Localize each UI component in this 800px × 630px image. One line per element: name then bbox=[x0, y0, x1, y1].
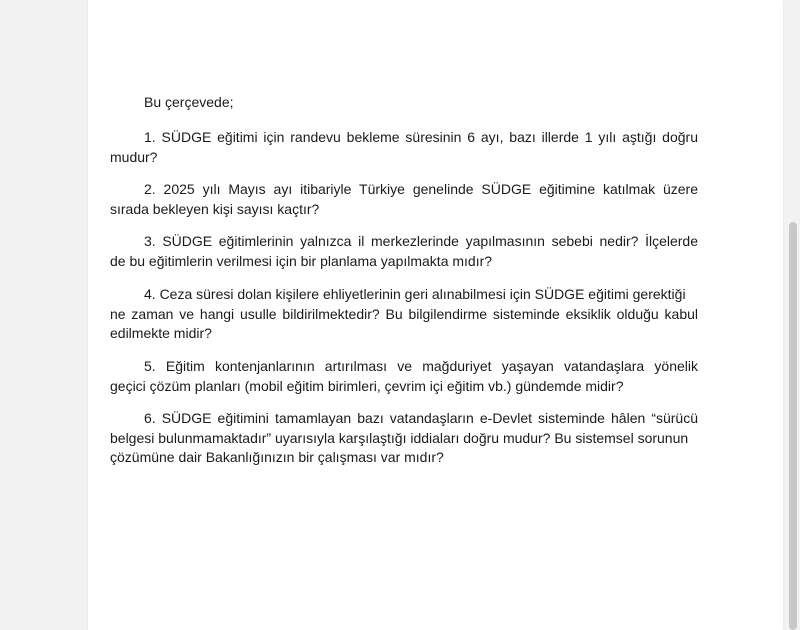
question-4-line-1: 4. Ceza süresi dolan kişilere ehliyetlerinin geri alınabilmesi için SÜDGE eğitimi gerektiği bbox=[144, 286, 686, 302]
question-1-line-2: mudur? bbox=[110, 148, 158, 165]
question-6-line-2: belgesi bulunmamaktadır” uyarısıyla karşılaştığı iddiaları doğru mudur? Bu sistemsel sorunun bbox=[110, 429, 689, 446]
question-3-line-2: de bu eğitimlerin verilmesi için bir planlama yapılmakta mıdır? bbox=[110, 252, 493, 269]
scrollbar-thumb[interactable] bbox=[789, 222, 797, 630]
question-2 bbox=[110, 180, 698, 219]
question-2-line-2: sırada bekleyen kişi sayısı kaçtır? bbox=[110, 200, 320, 217]
question-1-line-1: 1. SÜDGE eğitimi için randevu bekleme süresinin 6 ayı, bazı illerde 1 yılı aştığı doğru bbox=[144, 129, 698, 145]
question-4-line-2: ne zaman ve hangi usulle bildirilmektedir? Bu bilgilendirme sisteminde eksiklik olduğu kabul bbox=[110, 305, 698, 322]
question-6 bbox=[110, 409, 698, 468]
question-3-line-1: 3. SÜDGE eğitimlerinin yalnızca il merkezlerinde yapılmasının sebebi nedir? İlçelerde bbox=[144, 233, 698, 249]
question-1 bbox=[110, 128, 698, 167]
question-5-line-2: geçici çözüm planları (mobil eğitim birimleri, çevrim içi eğitim vb.) gündemde midir? bbox=[110, 377, 624, 394]
question-4-line-3: edilmekte midir? bbox=[110, 325, 212, 341]
question-6-line-1: 6. SÜDGE eğitimini tamamlayan bazı vatandaşların e-Devlet sisteminde hâlen “sürücü bbox=[144, 410, 698, 426]
intro-text: Bu çerçevede; bbox=[144, 94, 234, 110]
scrollbar-track[interactable] bbox=[786, 0, 800, 630]
question-5-line-1: 5. Eğitim kontenjanlarının artırılması ve mağduriyet yaşayan vatandaşlara yönelik bbox=[144, 358, 698, 374]
question-2-line-1: 2. 2025 yılı Mayıs ayı itibariyle Türkiye genelinde SÜDGE eğitimine katılmak üzere bbox=[144, 181, 698, 197]
question-6-line-3: çözümüne dair Bakanlığınızın bir çalışması var mıdır? bbox=[110, 449, 444, 465]
question-3 bbox=[110, 232, 698, 271]
question-4 bbox=[110, 285, 698, 344]
question-5 bbox=[110, 357, 698, 396]
